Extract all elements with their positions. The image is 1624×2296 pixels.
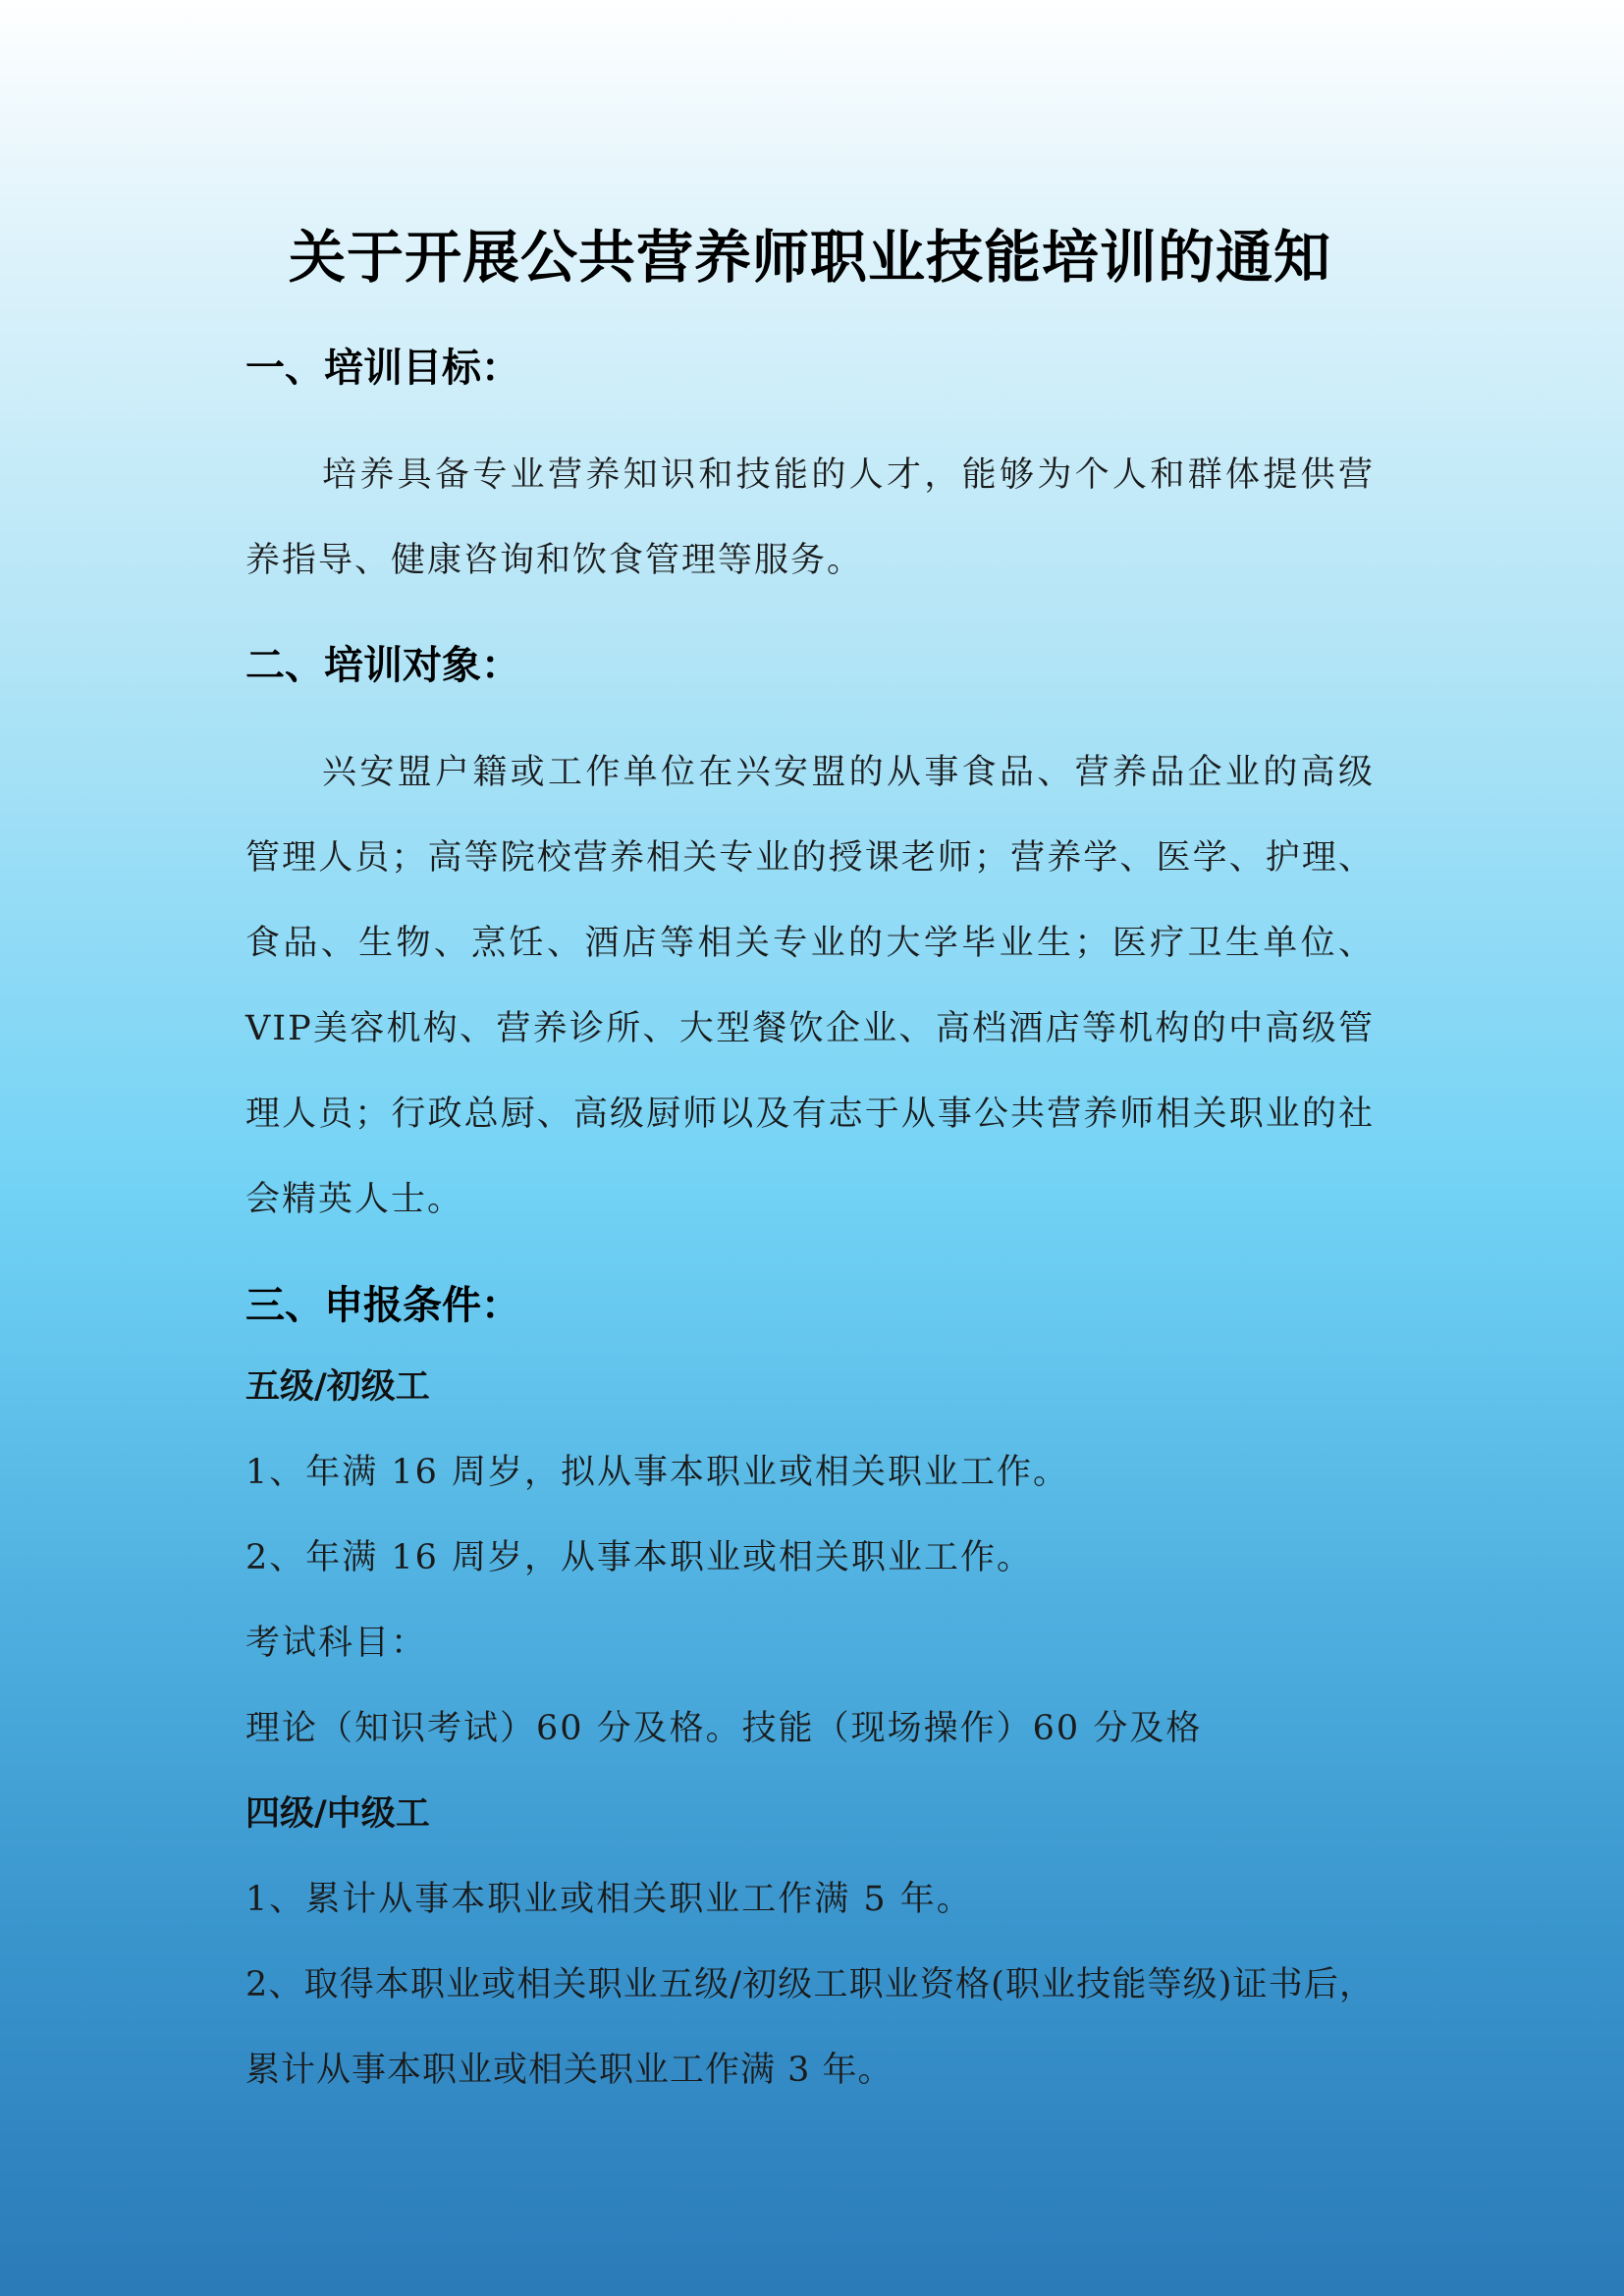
level5-exam-label: 考试科目： <box>245 1624 428 1663</box>
level4-item-1: 1、累计从事本职业或相关职业工作满 5 年。 <box>245 1880 973 1919</box>
section-heading-application-conditions: 三、申报条件： <box>245 1283 520 1328</box>
level4-label: 四级/中级工 <box>245 1793 430 1834</box>
level5-item-1: 1、年满 16 周岁，拟从事本职业或相关职业工作。 <box>245 1453 1070 1492</box>
document-page <box>245 0 1375 2296</box>
section-heading-training-target: 二、培训对象： <box>245 643 520 688</box>
section-body-training-goal: 培养具备专业营养知识和技能的人才，能够为个人和群体提供营养指导、健康咨询和饮食管理等服务。 <box>245 455 1375 580</box>
level5-exam-detail: 理论（知识考试）60 分及格。技能（现场操作）60 分及格 <box>245 1709 1203 1748</box>
level5-label: 五级/初级工 <box>245 1366 430 1407</box>
section-body-training-target: 兴安盟户籍或工作单位在兴安盟的从事食品、营养品企业的高级管理人员；高等院校营养相关专业的授课老师；营养学、医学、护理、食品、生物、烹饪、酒店等相关专业的大学毕业生；医疗卫生单位、VIP美容机构、营养诊所、大型餐饮企业、高档酒店等机构的中高级管理人员；行政总厨、高级厨师以及有志于从事公共营养师相关职业的社会精英人士。 <box>245 753 1375 1219</box>
level4-item-2: 2、取得本职业或相关职业五级/初级工职业资格(职业技能等级)证书后，累计从事本职业或相关职业工作满 3 年。 <box>245 1965 1375 2090</box>
section-heading-training-goal: 一、培训目标： <box>245 346 520 391</box>
level5-item-2: 2、年满 16 周岁，从事本职业或相关职业工作。 <box>245 1538 1034 1577</box>
document-title: 关于开展公共营养师职业技能培训的通知 <box>288 224 1331 291</box>
